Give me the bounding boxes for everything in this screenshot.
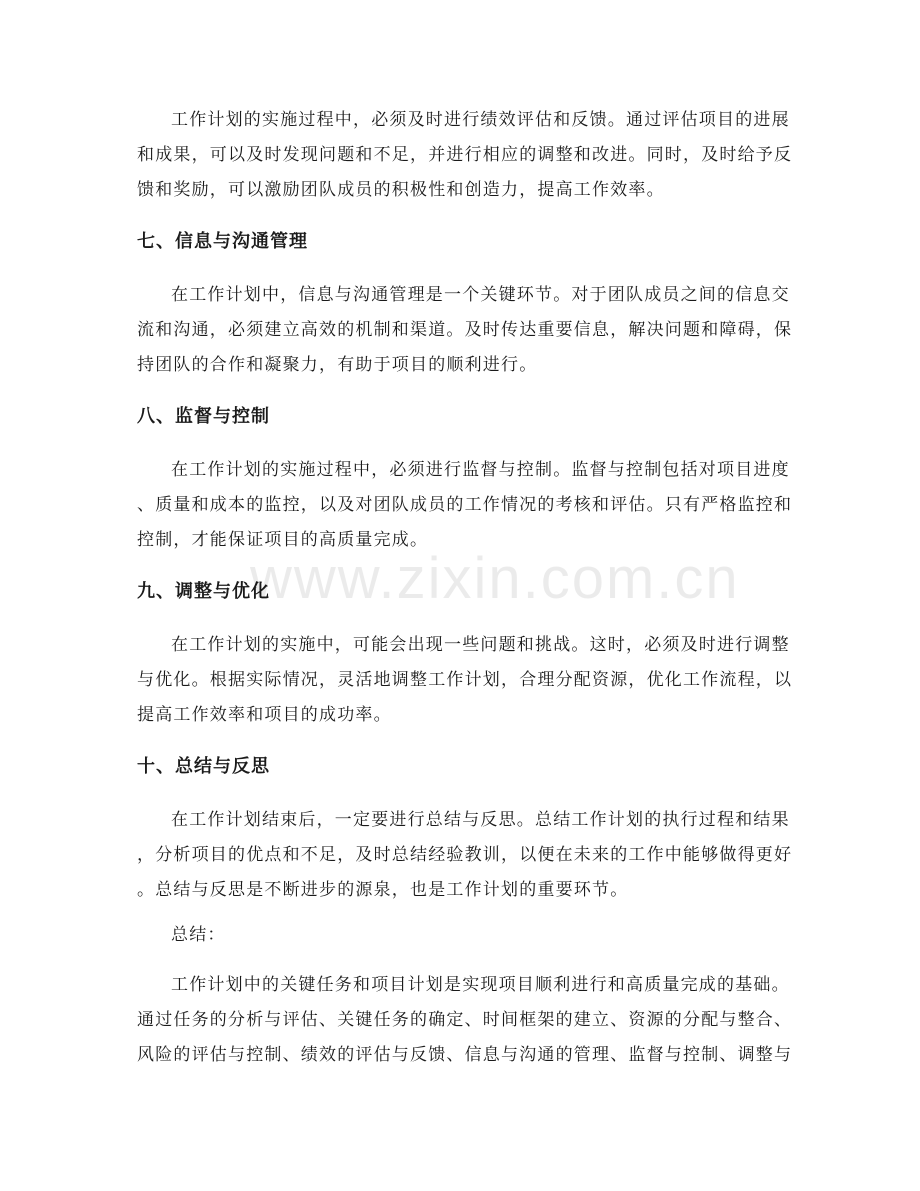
text-line: 在工作计划结束后，一定要进行总结与反思。总结工作计划的执行过程和结果 xyxy=(171,810,790,830)
text-line: ，分析项目的优点和不足，及时总结经验教训，以便在未来的工作中能够做得更好 xyxy=(137,845,793,865)
paragraph-supervision xyxy=(137,453,793,558)
paragraph-adjustment xyxy=(137,628,793,733)
text-line: 。总结与反思是不断进步的源泉，也是工作计划的重要环节。 xyxy=(137,880,629,900)
text-line: 控制，才能保证项目的高质量完成。 xyxy=(137,530,429,550)
section-heading-9: 九、调整与优化 xyxy=(137,581,270,602)
text-line: 风险的评估与控制、绩效的评估与反馈、信息与沟通的管理、监督与控制、调整与 xyxy=(137,1045,793,1065)
watermark: www.zixin.com.cn xyxy=(250,546,740,611)
paragraph-communication xyxy=(137,278,793,383)
text-line: 在工作计划的实施中，可能会出现一些问题和挑战。这时，必须及时进行调整 xyxy=(171,635,790,655)
summary-label xyxy=(137,918,787,953)
text-line: 流和沟通，必须建立高效的机制和渠道。及时传达重要信息，解决问题和障碍，保 xyxy=(137,320,793,340)
text-line: 与优化。根据实际情况，灵活地调整工作计划，合理分配资源，优化工作流程，以 xyxy=(137,670,793,690)
text-line: 提高工作效率和项目的成功率。 xyxy=(137,705,392,725)
text-line: 通过任务的分析与评估、关键任务的确定、时间框架的建立、资源的分配与整合、 xyxy=(137,1010,793,1030)
text-line: 和成果，可以及时发现问题和不足，并进行相应的调整和改进。同时，及时给予反 xyxy=(137,145,793,165)
text-line: 在工作计划中，信息与沟通管理是一个关键环节。对于团队成员之间的信息交 xyxy=(171,285,790,305)
text-line: 工作计划的实施过程中，必须及时进行绩效评估和反馈。通过评估项目的进展 xyxy=(171,110,790,130)
section-heading-8: 八、监督与控制 xyxy=(137,406,270,427)
paragraph-summary xyxy=(137,968,793,1073)
text-line: 在工作计划的实施过程中，必须进行监督与控制。监督与控制包括对项目进度 xyxy=(171,460,790,480)
section-heading-10: 十、总结与反思 xyxy=(137,756,270,777)
paragraph-performance-feedback xyxy=(137,103,793,208)
paragraph-reflection xyxy=(137,803,793,908)
text-line: 、质量和成本的监控，以及对团队成员的工作情况的考核和评估。只有严格监控和 xyxy=(137,495,793,515)
section-heading-7: 七、信息与沟通管理 xyxy=(137,231,308,252)
text-line: 馈和奖励，可以激励团队成员的积极性和创造力，提高工作效率。 xyxy=(137,180,665,200)
text-line: 总结： xyxy=(171,925,226,945)
text-line: 持团队的合作和凝聚力，有助于项目的顺利进行。 xyxy=(137,355,538,375)
text-line: 工作计划中的关键任务和项目计划是实现项目顺利进行和高质量完成的基础。 xyxy=(171,975,790,995)
